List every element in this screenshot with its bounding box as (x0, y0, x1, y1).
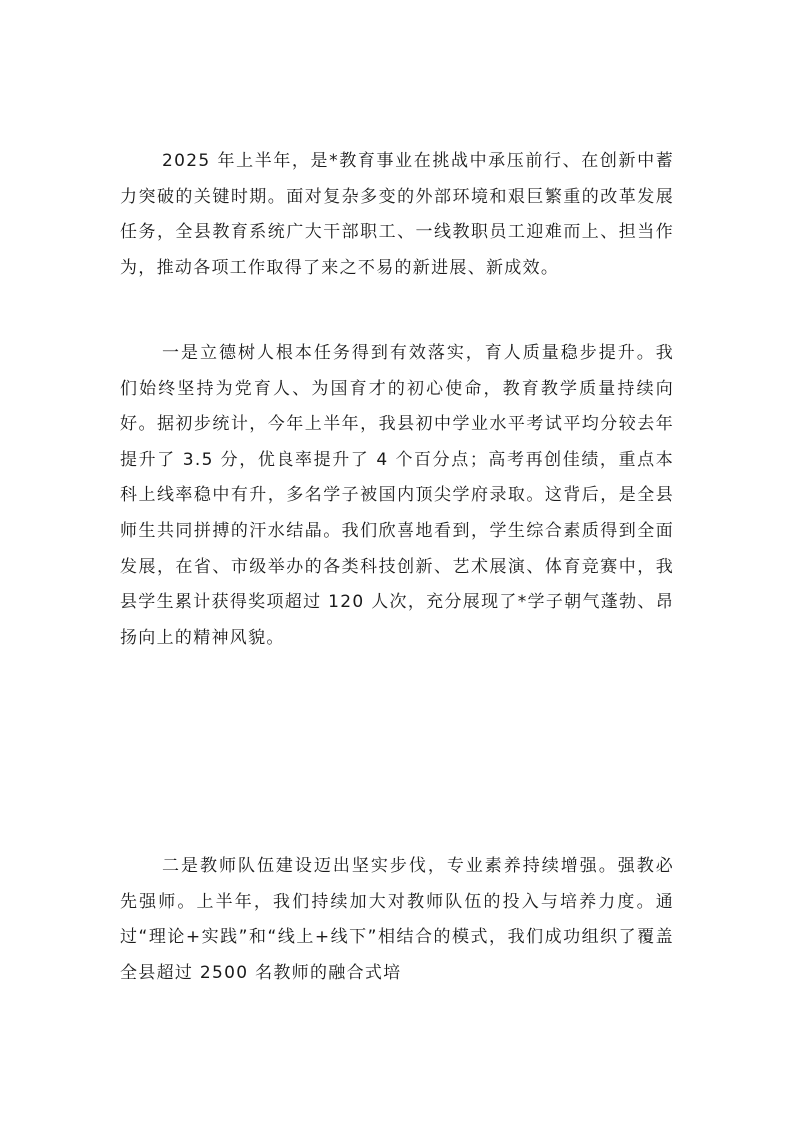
paragraph-intro: 2025 年上半年，是*教育事业在挑战中承压前行、在创新中蓄力突破的关键时期。面对复杂多变的外部环境和艰巨繁重的改革发展任务，全县教育系统广大干部职工、一线教职员工迎难而上、担当作为，推动各项工作取得了来之不易的新进展、新成效。 (120, 151, 674, 278)
paragraph-moral-education: 一是立德树人根本任务得到有效落实，育人质量稳步提升。我们始终坚持为党育人、为国育才的初心使命，教育教学质量持续向好。据初步统计，今年上半年，我县初中学业水平考试平均分较去年提升了 3.5 分，优良率提升了 4 个百分点；高考再创佳绩，重点本科上线率稳中有升，多名学子被国内顶尖学府录取。这背后，是全县师生共同拼搏的汗水结晶。我们欣喜地看到，学生综合素质得到全面发展，在省、市级举办的各类科技创新、艺术展演、体育竞赛中，我县学生累计获得奖项超过 120 人次，充分展现了*学子朝气蓬勃、昂扬向上的精神风貌。 (120, 343, 674, 648)
paragraph-teacher-team: 二是教师队伍建设迈出坚实步伐，专业素养持续增强。强教必先强师。上半年，我们持续加大对教师队伍的投入与培养力度。通过“理论+实践”和“线上+线下”相结合的模式，我们成功组织了覆盖全县超过 2500 名教师的融合式培 (120, 856, 674, 983)
